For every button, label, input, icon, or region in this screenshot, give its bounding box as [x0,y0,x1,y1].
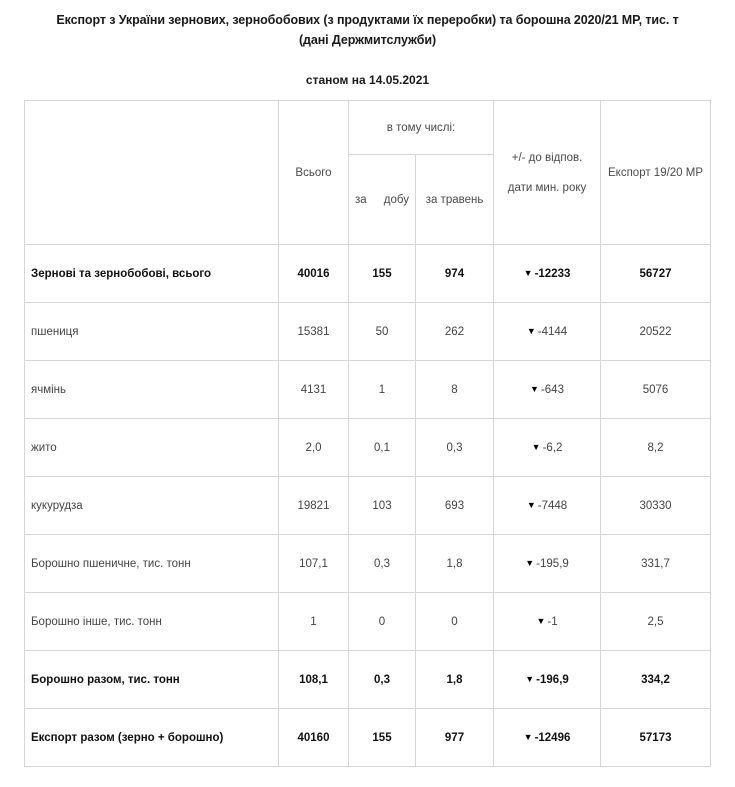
header-export-prev-season: Експорт 19/20 МР [601,101,711,245]
diff-value: -643 [540,383,564,396]
cell-total: 107,1 [279,535,349,593]
cell-per-day: 0,1 [349,419,416,477]
table-body [25,245,711,767]
table-row [25,535,711,593]
export-table-container [24,100,710,767]
diff-value: -12496 [534,731,571,744]
cell-prev-season: 331,7 [601,535,711,593]
cell-prev-season: 30330 [601,477,711,535]
cell-per-month: 693 [416,477,494,535]
page-title [28,10,707,50]
cell-per-month: 977 [416,709,494,767]
cell-total: 2,0 [279,419,349,477]
table-row [25,419,711,477]
cell-per-month: 1,8 [416,535,494,593]
cell-total: 40016 [279,245,349,303]
cell-prev-season: 20522 [601,303,711,361]
diff-value: -6,2 [542,441,563,454]
table-row [25,593,711,651]
down-triangle-icon: ▼ [526,325,536,336]
cell-prev-season: 57173 [601,709,711,767]
row-label: Борошно разом, тис. тонн [25,651,279,709]
cell-prev-season: 5076 [601,361,711,419]
cell-diff [494,651,601,709]
diff-value: -7448 [537,499,568,512]
header-per-month: за травень [416,155,494,245]
table-header [25,101,711,245]
cell-per-day: 0 [349,593,416,651]
cell-per-month: 8 [416,361,494,419]
cell-prev-season: 2,5 [601,593,711,651]
down-triangle-icon: ▼ [525,673,535,684]
cell-per-day: 103 [349,477,416,535]
cell-diff [494,593,601,651]
table-row [25,361,711,419]
row-label: жито [25,419,279,477]
diff-value: -195,9 [536,557,569,570]
row-label: Експорт разом (зерно + борошно) [25,709,279,767]
table-row [25,245,711,303]
down-triangle-icon: ▼ [525,557,535,568]
diff-value: -12233 [534,267,571,280]
down-triangle-icon: ▼ [530,383,539,394]
row-label: Борошно інше, тис. тонн [25,593,279,651]
header-total: Всього [279,101,349,245]
row-label: ячмінь [25,361,279,419]
export-table [24,100,711,767]
header-row-top [25,101,711,155]
table-row [25,303,711,361]
cell-total: 15381 [279,303,349,361]
cell-total: 108,1 [279,651,349,709]
table-row [25,477,711,535]
header-per-day: за добу [349,155,416,245]
title-block [0,0,735,88]
cell-per-month: 974 [416,245,494,303]
header-group-included: в тому числі: [349,101,494,155]
table-row [25,709,711,767]
down-triangle-icon: ▼ [531,441,541,452]
table-row [25,651,711,709]
cell-per-month: 262 [416,303,494,361]
header-diff-prev-year: +/- до відпов. дати мин. року [494,101,601,245]
cell-total: 40160 [279,709,349,767]
down-triangle-icon: ▼ [526,499,536,510]
cell-per-day: 0,3 [349,535,416,593]
page-title-line2: (дані Держмитслужби) [298,33,437,47]
cell-total: 19821 [279,477,349,535]
cell-diff [494,245,601,303]
cell-prev-season: 334,2 [601,651,711,709]
cell-diff [494,303,601,361]
cell-per-day: 1 [349,361,416,419]
cell-total: 4131 [279,361,349,419]
cell-per-day: 50 [349,303,416,361]
diff-value: -4144 [537,325,568,338]
cell-per-day: 0,3 [349,651,416,709]
cell-diff [494,419,601,477]
as-of-date: станом на 14.05.2021 [305,73,430,87]
cell-prev-season: 56727 [601,245,711,303]
cell-diff [494,535,601,593]
diff-value: -1 [547,615,558,628]
down-triangle-icon: ▼ [523,731,533,742]
cell-per-month: 1,8 [416,651,494,709]
cell-per-day: 155 [349,245,416,303]
cell-total: 1 [279,593,349,651]
cell-per-day: 155 [349,709,416,767]
down-triangle-icon: ▼ [536,615,546,626]
cell-per-month: 0,3 [416,419,494,477]
row-label: пшениця [25,303,279,361]
cell-diff [494,477,601,535]
row-label: кукурудза [25,477,279,535]
row-label: Зернові та зернобобові, всього [25,245,279,303]
cell-per-month: 0 [416,593,494,651]
row-label: Борошно пшеничне, тис. тонн [25,535,279,593]
cell-prev-season: 8,2 [601,419,711,477]
header-name-column [25,101,279,245]
cell-diff [494,361,601,419]
cell-diff [494,709,601,767]
page-title-line1: Експорт з України зернових, зернобобових (з продуктами їх переробки) та борошна 2020/21 МР, тис. т [56,13,679,27]
down-triangle-icon: ▼ [523,267,533,278]
diff-value: -196,9 [536,673,569,686]
